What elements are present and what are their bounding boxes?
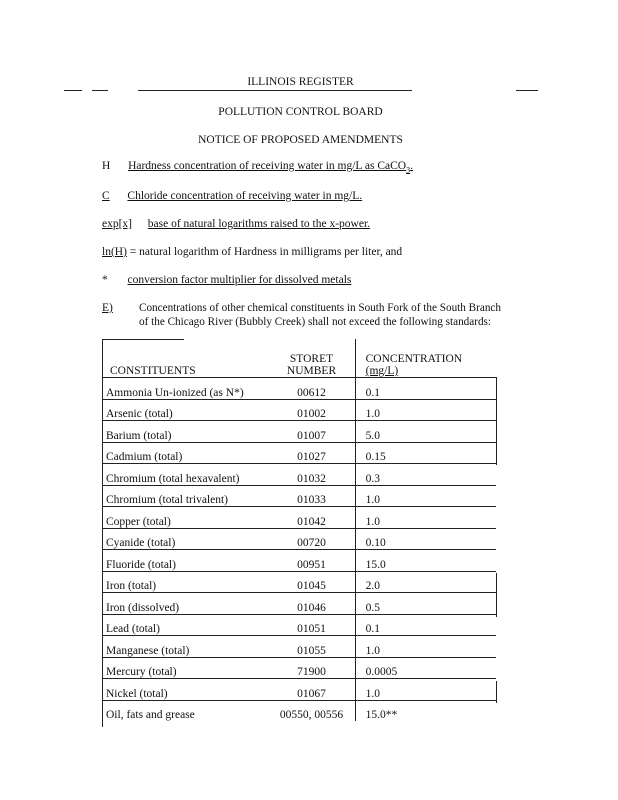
definition-text: = natural logarithm of Hardness in milligrams per liter, and	[129, 246, 403, 258]
concentration-value: 1.0	[355, 399, 496, 421]
storet-number: 00612	[268, 378, 355, 400]
concentration-value: 1.0	[355, 679, 496, 701]
table-row	[102, 614, 496, 636]
definition-symbol: H	[102, 160, 111, 172]
constituents-table	[102, 339, 496, 721]
section-label: E)	[102, 302, 113, 314]
constituent-name: Chromium (total trivalent)	[102, 485, 268, 507]
definition-symbol: *	[102, 274, 108, 286]
storet-number: 01007	[268, 421, 355, 443]
header-rule-right	[516, 90, 538, 91]
storet-number: 01002	[268, 399, 355, 421]
constituent-name: Chromium (total hexavalent)	[102, 464, 268, 486]
storet-number: 00951	[268, 550, 355, 572]
constituent-name: Ammonia Un-ionized (as N*)	[102, 378, 268, 400]
header-storet-line-1: STORET	[289, 353, 334, 365]
concentration-value: 1.0	[355, 485, 496, 507]
table-row	[102, 593, 496, 615]
definition-symbol: C	[102, 190, 110, 202]
definition-symbol: exp[x]	[102, 218, 133, 230]
concentration-value: 0.10	[355, 528, 496, 550]
concentration-value: 5.0	[355, 421, 496, 443]
definition-text: Chloride concentration of receiving water in mg/L.	[127, 190, 363, 202]
table-row	[102, 571, 496, 593]
header-rule-left-2	[92, 90, 108, 91]
concentration-value: 1.0	[355, 507, 496, 529]
header-concentration	[355, 339, 496, 378]
definition-subscript: 3	[406, 165, 411, 175]
storet-number: 01067	[268, 679, 355, 701]
definition-tail: .	[410, 160, 413, 172]
storet-number: 01055	[268, 636, 355, 658]
constituent-name: Cadmium (total)	[102, 442, 268, 464]
header-storet-line-2: NUMBER	[286, 365, 337, 377]
concentration-value: 15.0	[355, 550, 496, 572]
concentration-value: 0.15	[355, 442, 496, 464]
board-title: POLLUTION CONTROL BOARD	[218, 106, 383, 118]
table-row	[102, 657, 496, 679]
table-row	[102, 636, 496, 658]
definition-text: Hardness concentration of receiving water in mg/L as CaCO	[128, 160, 407, 172]
definition-hardness	[102, 160, 413, 174]
header-rule-left-1	[64, 90, 82, 91]
constituent-name: Lead (total)	[102, 614, 268, 636]
concentration-value: 2.0	[355, 571, 496, 593]
definition-chloride	[102, 190, 362, 202]
constituent-name: Nickel (total)	[102, 679, 268, 701]
constituent-name: Mercury (total)	[102, 657, 268, 679]
definition-text: base of natural logarithms raised to the x-power.	[147, 218, 371, 230]
section-text-line-1: Concentrations of other chemical constituents in South Fork of the South Branch	[139, 302, 501, 314]
notice-title: NOTICE OF PROPOSED AMENDMENTS	[198, 134, 403, 146]
table-row	[102, 464, 496, 486]
header-rule	[138, 90, 412, 91]
constituent-name: Barium (total)	[102, 421, 268, 443]
table-row	[102, 679, 496, 701]
definition-conversion	[102, 274, 351, 286]
constituent-name: Fluoride (total)	[102, 550, 268, 572]
constituent-name: Arsenic (total)	[102, 399, 268, 421]
storet-number: 01051	[268, 614, 355, 636]
table-row	[102, 399, 496, 421]
constituent-name: Copper (total)	[102, 507, 268, 529]
table-row	[102, 442, 496, 464]
storet-number: 01033	[268, 485, 355, 507]
table-right-rule-bottom	[496, 681, 497, 703]
header-storet	[268, 339, 355, 378]
table-right-rule-lower	[496, 573, 497, 617]
definition-text: conversion factor multiplier for dissolved metals	[127, 274, 352, 286]
table-right-rule	[496, 377, 497, 465]
constituent-name: Iron (dissolved)	[102, 593, 268, 615]
table-row	[102, 700, 496, 721]
register-title: ILLINOIS REGISTER	[247, 76, 354, 88]
storet-number: 01027	[268, 442, 355, 464]
definition-ln	[102, 246, 402, 258]
concentration-value: 0.1	[355, 614, 496, 636]
constituent-name: Iron (total)	[102, 571, 268, 593]
storet-number: 00550, 00556	[268, 700, 355, 721]
table-row	[102, 485, 496, 507]
header-concentration-line-1: CONCENTRATION	[365, 353, 463, 365]
storet-number: 01032	[268, 464, 355, 486]
concentration-value: 15.0**	[355, 700, 496, 721]
constituent-name: Oil, fats and grease	[102, 700, 268, 721]
concentration-value: 0.0005	[355, 657, 496, 679]
storet-number: 00720	[268, 528, 355, 550]
concentration-value: 1.0	[355, 636, 496, 658]
table-header-row	[102, 339, 496, 378]
storet-number: 01045	[268, 571, 355, 593]
definition-symbol: ln(H)	[102, 246, 127, 258]
table-row	[102, 528, 496, 550]
storet-number: 71900	[268, 657, 355, 679]
header-constituents: CONSTITUENTS	[110, 365, 196, 377]
constituent-name: Manganese (total)	[102, 636, 268, 658]
table-row	[102, 421, 496, 443]
storet-number: 01046	[268, 593, 355, 615]
header-concentration-line-2: (mg/L)	[365, 365, 399, 377]
constituent-name: Cyanide (total)	[102, 528, 268, 550]
concentration-value: 0.3	[355, 464, 496, 486]
section-text-line-2: of the Chicago River (Bubbly Creek) shall not exceed the following standards:	[139, 316, 492, 328]
concentration-value: 0.1	[355, 378, 496, 400]
table-row	[102, 378, 496, 400]
concentration-value: 0.5	[355, 593, 496, 615]
definition-exp	[102, 218, 370, 230]
storet-number: 01042	[268, 507, 355, 529]
table-row	[102, 507, 496, 529]
table-row	[102, 550, 496, 572]
